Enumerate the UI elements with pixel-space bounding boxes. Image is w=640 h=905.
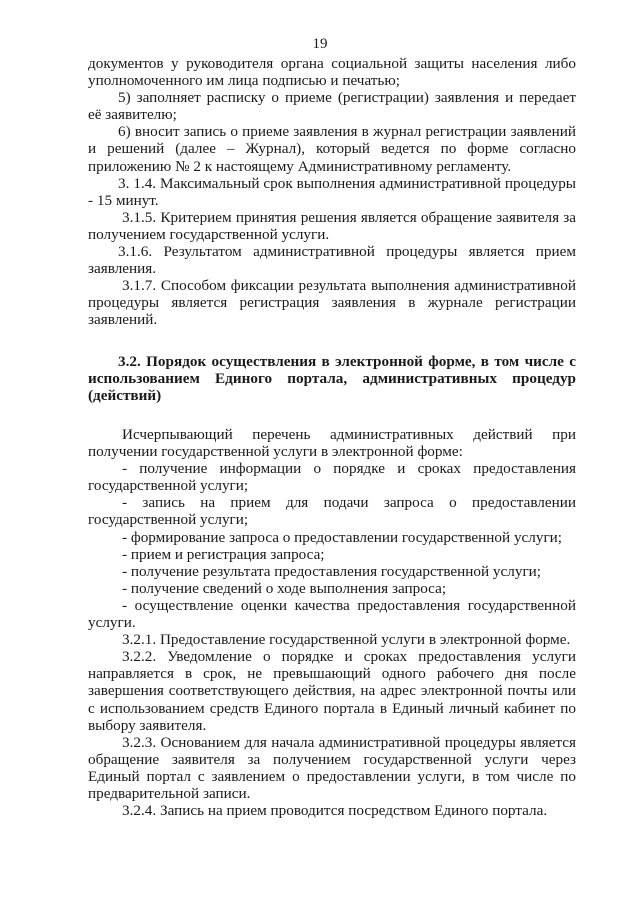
list-item: - получение результата предоставления государственной услуги;	[122, 562, 542, 580]
list-item: - запись на прием для подачи запроса о предоставлении государственной услуги;	[88, 494, 576, 529]
list-item: - получение информации о порядке и сроках предоставления государственной услуги;	[88, 460, 576, 495]
top-block	[88, 55, 576, 329]
bottom-block	[88, 426, 576, 819]
paragraph: 3.2.4. Запись на прием проводится посредством Единого портала.	[122, 802, 548, 820]
paragraph: 5) заполняет расписку о приеме (регистрации) заявления и передает её заявителю;	[88, 89, 576, 124]
paragraph: Исчерпывающий перечень административных действий при получении государственной услуги в электронной форме:	[88, 426, 576, 461]
section-heading-block	[88, 353, 576, 404]
paragraph: 6) вносит запись о приеме заявления в журнал регистрации заявлений и решений (далее – Журнал), который ведется по форме согласно приложению № 2 к настоящему Административному регламенту.	[88, 123, 576, 175]
list-item: - формирование запроса о предоставлении государственной услуги;	[122, 528, 563, 546]
list-item: - прием и регистрация запроса;	[122, 545, 325, 563]
paragraph: 3.2.1. Предоставление государственной услуги в электронной форме.	[122, 631, 571, 649]
paragraph: 3.1.6. Результатом административной процедуры является прием заявления.	[88, 243, 576, 278]
list-item: - получение сведений о ходе выполнения запроса;	[122, 579, 447, 597]
paragraph: 3.2.3. Основанием для начала административной процедуры является обращение заявителя за получением государственной услуги через Единый портал с заявлением о предоставлении услуги, в том числе по предварительной записи.	[88, 733, 576, 802]
page-number: 19	[312, 36, 328, 52]
list-item: - осуществление оценки качества предоставления государственной услуги.	[88, 596, 576, 632]
paragraph: документов у руководителя органа социальной защиты населения либо уполномоченного им лица подписью и печатью;	[88, 55, 576, 90]
paragraph: 3.2.2. Уведомление о порядке и сроках предоставления услуги направляется в срок, не превышающий одного рабочего дня после завершения соответствующего действия, на адрес электронной почты или с использованием средств Единого портала в Единый личный кабинет по выбору заявителя.	[88, 648, 576, 734]
paragraph: 3.1.5. Критерием принятия решения является обращение заявителя за получением государственной услуги.	[88, 208, 576, 243]
paragraph: 3. 1.4. Максимальный срок выполнения административной процедуры - 15 минут.	[88, 174, 576, 209]
section-heading: 3.2. Порядок осуществления в электронной форме, в том числе с использованием Единого портала, административных процедур (действий)	[88, 353, 576, 405]
paragraph: 3.1.7. Способом фиксации результата выполнения административной процедуры является регистрация заявления в журнале регистрации заявлений.	[88, 277, 576, 329]
